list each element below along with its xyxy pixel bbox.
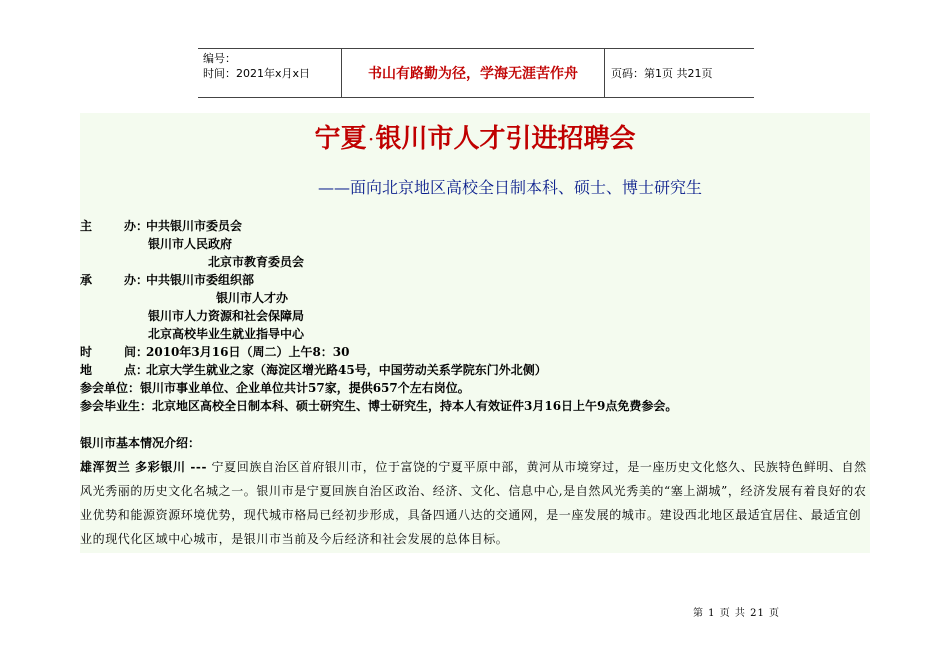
organizer-4: 北京高校毕业生就业指导中心	[148, 327, 305, 341]
organizer-row	[80, 272, 254, 288]
organizer-1: 中共银川市委组织部	[146, 273, 255, 287]
graduates-line: 参会毕业生：北京地区高校全日制本科、硕士研究生、博士研究生，持本人有效证件3月16日上午9点免费参会。	[80, 399, 678, 413]
organizer-2: 银川市人才办	[216, 291, 289, 305]
place-label: 地 点：	[80, 363, 149, 377]
page-footer: 第 1 页 共 21 页	[693, 608, 780, 619]
header-motto: 书山有路勤为径，学海无涯苦作舟	[342, 49, 605, 97]
units-line: 参会单位：银川市事业单位、企业单位共计57家，提供657个左右岗位。	[80, 381, 470, 395]
host-label: 主 办：	[80, 219, 149, 233]
title-part-2: 银川市人才引进招聘会	[375, 124, 636, 154]
host-row	[80, 218, 242, 234]
intro-heading: 银川市基本情况介绍：	[80, 436, 201, 450]
organizer-3: 银川市人力资源和社会保障局	[148, 309, 305, 323]
time-label: 时 间：	[80, 345, 149, 359]
header-page-label: 页码：第1页 共21页	[611, 67, 713, 80]
header-time-label: 时间：2021年x月x日	[203, 67, 311, 80]
page-subtitle: ——面向北京地区高校全日制本科、硕士、博士研究生	[318, 178, 703, 197]
host-3: 北京市教育委员会	[208, 255, 305, 269]
host-2: 银川市人民政府	[148, 237, 233, 251]
title-dot: ·	[368, 132, 374, 148]
host-1: 中共银川市委员会	[146, 219, 243, 233]
page-title	[200, 118, 750, 155]
header-meta	[198, 49, 342, 97]
title-part-1: 宁夏	[314, 124, 367, 154]
intro-paragraph	[80, 455, 872, 551]
intro-body: 宁夏回族自治区首府银川市，位于富饶的宁夏平原中部，黄河从市境穿过，是一座历史文化悠久、民族特色鲜明、自然风光秀丽的历史文化名城之一。银川市是宁夏回族自治区政治、经济、文化、信息中心,是自然风光秀美的“塞上湖城”，经济发展有着良好的农业优势和能源资源环境优势，现代城市格局已经初步形成，具备四通八达的交通网，是一座发展的城市。建设西北地区最适宜居住、最适宜创业的现代化区域中心城市，是银川市当前及今后经济和社会发展的总体目标。	[80, 460, 867, 546]
time-value: 2010年3月16日（周二）上午8：30	[146, 345, 350, 359]
place-row	[80, 362, 547, 378]
time-row	[80, 344, 350, 360]
document-header	[198, 48, 754, 98]
place-value: 北京大学生就业之家（海淀区增光路45号，中国劳动关系学院东门外北侧）	[146, 363, 547, 377]
intro-lead: 雄浑贺兰 多彩银川 ---	[80, 460, 208, 474]
header-number-label: 编号：	[203, 52, 236, 65]
organizer-label: 承 办：	[80, 273, 149, 287]
